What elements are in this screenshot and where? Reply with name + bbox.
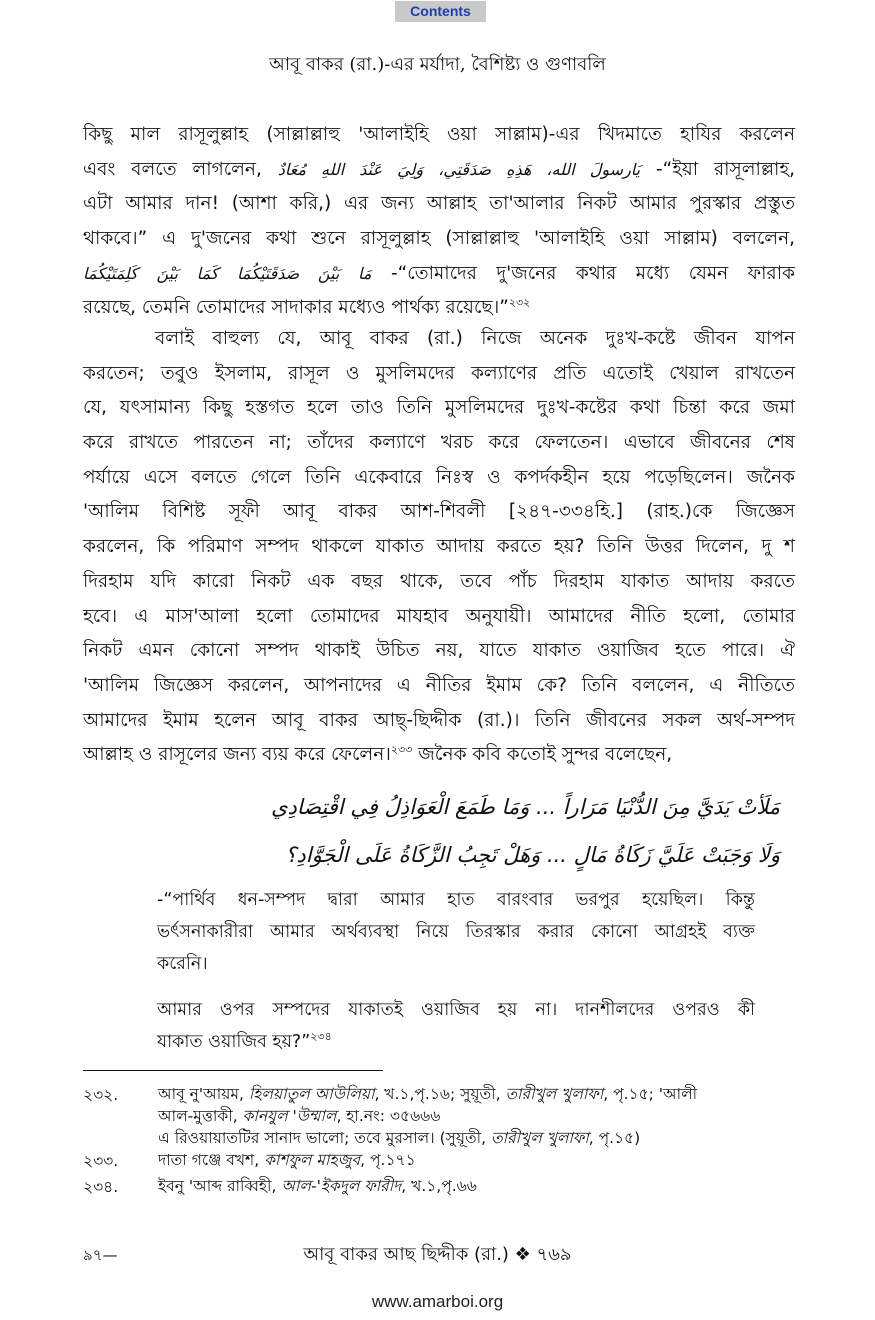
footnote-line: ইবনু 'আব্দ রাব্বিহী, আল-'ইকদুল ফারীদ, খ.১,পৃ.৬৬ <box>158 1177 477 1195</box>
footnote-number: ২৩২. <box>83 1086 119 1104</box>
poem-translation <box>157 884 755 1058</box>
translation-line: ভর্ৎসনাকারীরা আমার অর্থব্যবস্থা নিয়ে তিরস্কার করার কোনো আগ্রহই ব্যক্ত <box>157 922 755 942</box>
footnote-divider <box>83 1070 383 1071</box>
text-line: থাকবে।” এ দু'জনের কথা শুনে রাসূলুল্লাহ (সাল্লাল্লাহু 'আলাইহি ওয়া সাল্লাম) বললেন, <box>83 228 795 250</box>
text-segment: এবং বলতে লাগলেন, <box>83 158 262 180</box>
text-line: এটা আমার দান! (আশা করি,) এর জন্য আল্লাহ তা'আলার নিকট আমার পুরস্কার প্রস্তুত <box>83 193 795 215</box>
page-marker: ৯৭— <box>83 1246 118 1264</box>
text-line: পর্যায়ে এসে বলতে গেলে তিনি একেবারে নিঃস্ব ও কপর্দকহীন হয়ে পড়েছিলেন। জনৈক <box>83 466 795 488</box>
footnote-234 <box>83 1175 795 1201</box>
text-line: করতেন; তবুও ইসলাম, রাসূল ও মুসলিমদের কল্যাণের প্রতি এতোই খেয়াল রাখতেন <box>83 362 795 384</box>
poem-verse-1: مَلَأتْ يَدَيَّ مِنَ الدُّنْيَا مَرَاراً ... وَمَا طَمَعَ الْعَوَاذِلُ فِي اقْتِصَادِي <box>271 795 780 819</box>
footnote-line: আবূ নু'আয়ম, হিলয়াতুল আউলিয়া, খ.১,পৃ.১৬; সুয়ূতী, তারীখুল খুলাফা, পৃ.১৫; 'আলী <box>158 1085 698 1103</box>
footnotes <box>83 1083 795 1201</box>
text-segment: রয়েছে, তেমনি তোমাদের সাদাকার মধ্যেও পার্থক্য রয়েছে।” <box>83 297 509 319</box>
translation-line: আমার ওপর সম্পদের যাকাতই ওয়াজিব হয় না। দানশীলদের ওপরও কী <box>157 1000 755 1020</box>
text-line: 'আলিম বিশিষ্ট সূফী আবূ বাকর আশ-শিবলী [২৪৭-৩৩৪হি.] (রাহ.)কে জিজ্ঞেস <box>83 501 795 523</box>
running-header: আবূ বাকর (রা.)-এর মর্যাদা, বৈশিষ্ট্য ও গুণাবলি <box>269 54 606 75</box>
footnote-line: দাতা গঞ্জে বখশ, কাশফুল মাহজুব, পৃ.১৭১ <box>158 1151 416 1169</box>
footnote-line: এ রিওয়ায়াতটির সানাদ ভালো; তবে মুরসাল। (সুয়ূতী, তারীখুল খুলাফা, পৃ.১৫) <box>158 1129 641 1147</box>
text-segment: জনৈক কবি কতোই সুন্দর বলেছেন, <box>412 744 673 766</box>
footnote-ref[interactable]: ২৩৩ <box>390 743 413 757</box>
text-line: করলেন, কি পরিমাণ সম্পদ থাকলে যাকাত আদায় করতে হয়? তিনি উত্তর দিলেন, দু শ <box>83 536 795 558</box>
text-segment: যাকাত ওয়াজিব হয়?” <box>157 1032 311 1052</box>
footnote-ref[interactable]: ২৩৪ <box>310 1030 332 1044</box>
text-line <box>83 257 795 292</box>
text-line: নিকট এমন কোনো সম্পদ থাকাই উচিত নয়, যাতে যাকাত ওয়াজিব হতে পারে। ঐ <box>83 640 795 662</box>
translation-line: করেনি। <box>157 954 208 974</box>
text-segment: -“ইয়া রাসূলাল্লাহ, <box>656 158 796 180</box>
text-line: আমাদের ইমাম হলেন আবূ বাকর আছ্-ছিদ্দীক (রা.)। তিনি জীবনের সকল অর্থ-সম্পদ <box>83 709 795 731</box>
text-line: দিরহাম যদি কারো নিকট এক বছর থাকে, তবে পাঁচ দিরহাম যাকাত আদায় করতে <box>83 570 795 592</box>
text-line: যে, যৎসামান্য কিছু হস্তগত হলে তাও তিনি মুসলিমদের দুঃখ-কষ্টের কথা চিন্তা করে জমা <box>83 397 795 419</box>
page-footer-title: আবূ বাকর আছ ছিদ্দীক (রা.) ❖ ৭৬৯ <box>303 1244 572 1265</box>
arabic-quote: يَارسولَ الله، هَذِهِ صَدَقَتِي، وَلِيَ عَنْدَ اللهِ مُعَادٌ <box>277 159 641 179</box>
text-segment: আল্লাহ ও রাসূলের জন্য ব্যয় করে ফেলেন। <box>83 744 391 766</box>
footnote-number: ২৩৪. <box>83 1178 119 1196</box>
footnote-ref[interactable]: ২৩২ <box>508 296 531 310</box>
website-link[interactable]: www.amarboi.org <box>371 1292 504 1311</box>
footnote-line: আল-মুত্তাকী, কানযুল 'উম্মাল, হা.নং: ৩৫৬৬৬ <box>158 1107 441 1125</box>
footnote-232 <box>83 1083 795 1149</box>
paragraph-2 <box>83 322 795 773</box>
footnote-number: ২৩৩. <box>83 1152 119 1170</box>
text-line: 'আলিম জিজ্ঞেস করলেন, আপনাদের এ নীতির ইমাম কে? তিনি বললেন, এ নীতিতে <box>83 674 795 696</box>
text-line: করে রাখতে পারতেন না; তাঁদের কল্যাণে খরচ করে ফেলতেন। এভাবে জীবনের শেষ <box>83 432 795 454</box>
text-line: হবে। এ মাস'আলা হলো তোমাদের মাযহাব অনুযায়ী। আমাদের নীতি হলো, তোমার <box>83 605 795 627</box>
text-line <box>83 291 795 326</box>
translation-line <box>157 1026 755 1058</box>
text-line: কিছু মাল রাসূলুল্লাহ (সাল্লাল্লাহু 'আলাইহি ওয়া সাল্লাম)-এর খিদমাতে হাযির করলেন <box>83 124 795 145</box>
translation-line: -“পার্থিব ধন-সম্পদ দ্বারা আমার হাত বারংবার ভরপুর হয়েছিল। কিন্তু <box>157 890 755 910</box>
paragraph-1 <box>83 118 795 326</box>
text-segment: -“তোমাদের দু'জনের কথার মধ্যে যেমন ফারাক <box>390 262 795 284</box>
text-line: বলাই বাহুল্য যে, আবূ বাকর (রা.) নিজে অনেক দুঃখ-কষ্টে জীবন যাপন <box>155 328 795 349</box>
text-line <box>83 738 795 773</box>
footnote-233 <box>83 1149 795 1175</box>
text-line <box>83 153 795 188</box>
contents-button[interactable]: Contents <box>395 1 486 22</box>
arabic-quote: مَا بَيْنَ صَدَقَتَيْكُمَا كَمَا بَيْنَ كَلِمَتَيْكُمَا <box>83 263 372 283</box>
poem-verse-2: وَلَا وَجَبَتْ عَلَيَّ زَكَاةُ مَالٍ ... وَهَلْ تَجِبُ الزَّكَاةُ عَلَى الْجَوَّادِ؟ <box>285 843 780 867</box>
